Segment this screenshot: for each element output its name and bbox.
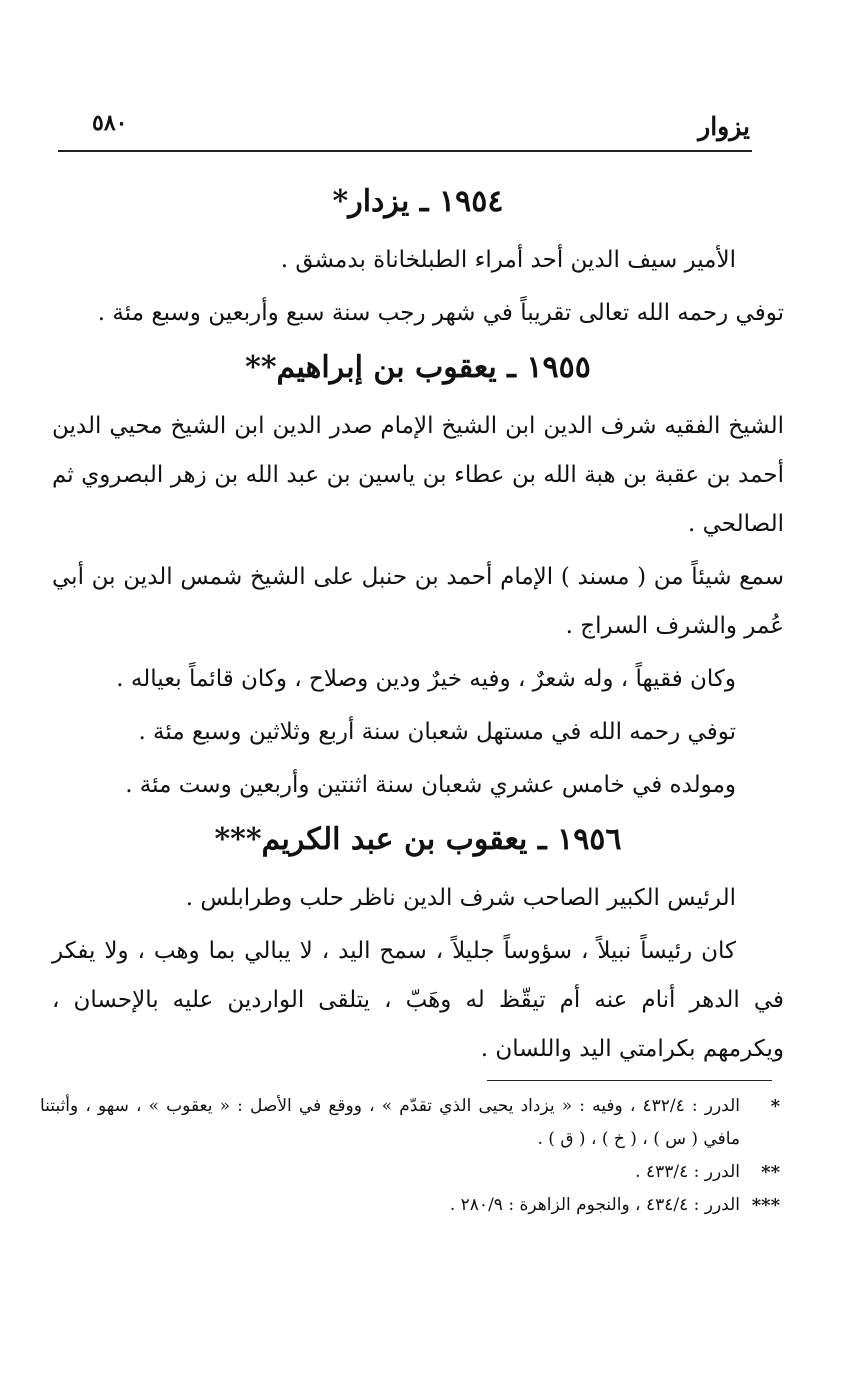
entry-paragraph: كان رئيساً نبيلاً ، سؤوساً جليلاً ، سمح اليد ، لا يبالي بما وهب ، ولا يفكر في الدهر أنام عنه أم تيقّظ له وهَبّ ، يتلقى الواردين عليه بالإحسان ، ويكرمهم بكرامتي اليد واللسان .	[52, 938, 784, 1062]
footnote	[40, 1156, 780, 1189]
main-text	[52, 172, 784, 1078]
running-head: يزوار	[698, 112, 750, 141]
entry-title: ١٩٥٥ ـ يعقوب بن إبراهيم**	[245, 350, 591, 385]
entry-paragraph: الأمير سيف الدين أحد أمراء الطبلخاناة بدمشق .	[280, 247, 736, 273]
footnote-divider	[487, 1080, 772, 1081]
page-header	[58, 108, 752, 152]
entry-paragraph: وكان فقيهاً ، وله شعرٌ ، وفيه خيرٌ ودين وصلاح ، وكان قائماً بعياله .	[116, 666, 736, 692]
entry-paragraph: توفي رحمه الله في مستهل شعبان سنة أربع وثلاثين وسبع مئة .	[138, 719, 736, 745]
footnote-mark: ***	[751, 1195, 780, 1216]
entry-paragraph: سمع شيئاً من ( مسند ) الإمام أحمد بن حنبل على الشيخ شمس الدين بن أبي عُمر والشرف السراج .	[52, 564, 784, 639]
entry-paragraph: توفي رحمه الله تعالى تقريباً في شهر رجب سنة سبع وأربعين وسبع مئة .	[97, 300, 784, 326]
footnote	[40, 1189, 780, 1222]
footnote-mark: *	[770, 1096, 780, 1117]
entry-title: ١٩٥٤ ـ يزدار*	[332, 184, 504, 219]
page-number: ٥٨٠	[92, 110, 128, 136]
entry-paragraph: الرئيس الكبير الصاحب شرف الدين ناظر حلب وطرابلس .	[185, 885, 736, 911]
entry-paragraph: ومولده في خامس عشري شعبان سنة اثنتين وأربعين وست مئة .	[125, 772, 736, 798]
entry-title: ١٩٥٦ ـ يعقوب بن عبد الكريم***	[214, 822, 622, 857]
entry-paragraph: الشيخ الفقيه شرف الدين ابن الشيخ الإمام صدر الدين ابن الشيخ محيي الدين أحمد بن عقبة بن هبة الله بن عطاء بن ياسين بن عبد الله بن زهر البصروي ثم الصالحي .	[52, 413, 784, 537]
footnote-text: الدرر : ٤٣٣/٤ .	[635, 1162, 740, 1182]
footnotes	[40, 1090, 780, 1222]
footnote-text: الدرر : ٤٣٢/٤ ، وفيه : « يزداد يحيى الذي تقدّم » ، ووقع في الأصل : « يعقوب » ، سهو ، وأثبتنا مافي ( س ) ، ( خ ) ، ( ق ) .	[40, 1096, 740, 1149]
footnote-text: الدرر : ٤٣٤/٤ ، والنجوم الزاهرة : ٢٨٠/٩ .	[449, 1195, 740, 1215]
footnote-mark: **	[761, 1162, 780, 1183]
footnote	[40, 1090, 780, 1156]
